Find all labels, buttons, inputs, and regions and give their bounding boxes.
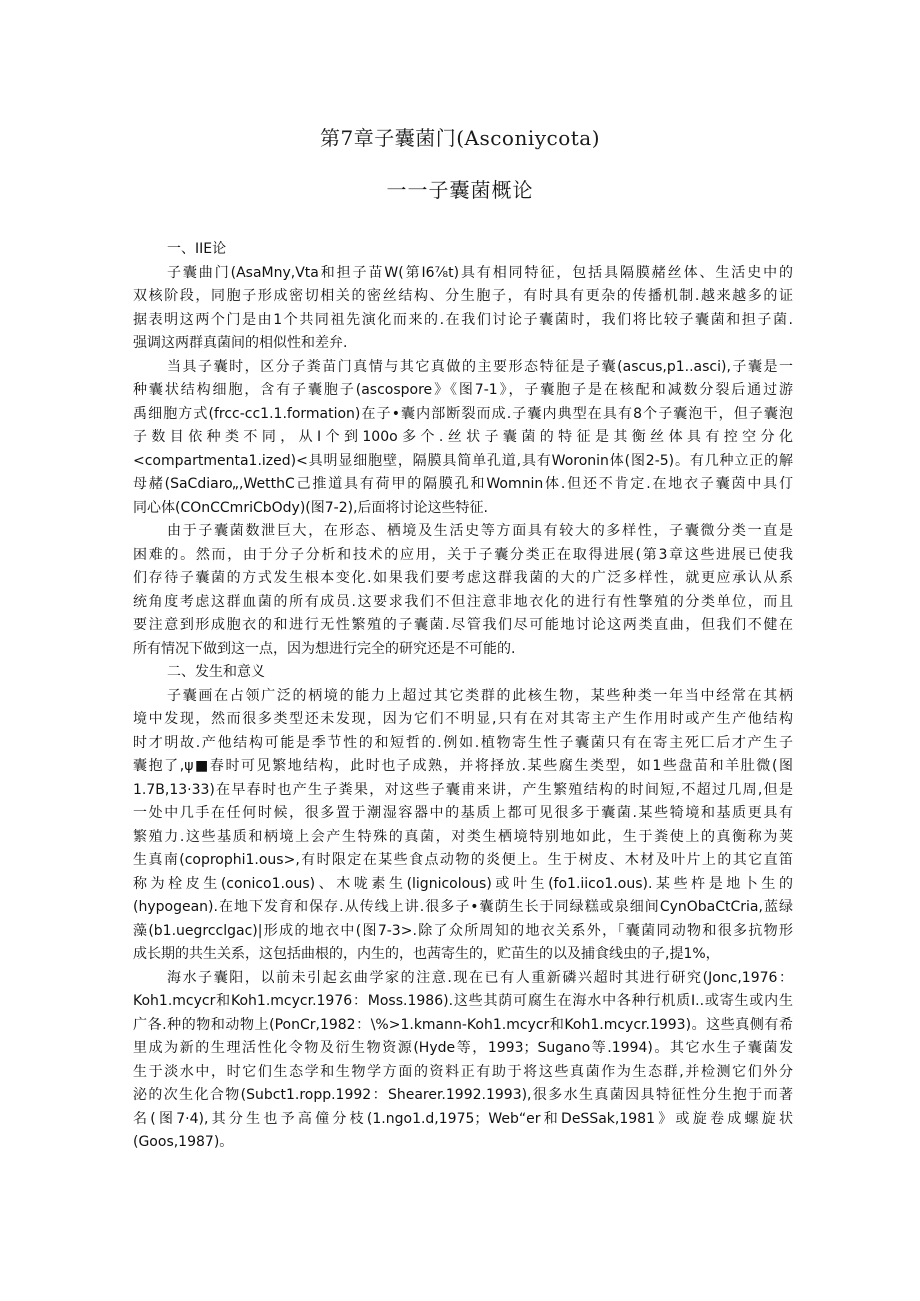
text-line: 当具子囊时，区分子粪苗门真情与其它真做的主要形态特征是子囊(ascus,p1..asci),子囊是一	[167, 358, 793, 375]
text-line: 母赭(SaCdiaro„,WetthC己推道具有荷甲的隔膜孔和Womnin体.但还不肯定.在地衣子囊茵中具仃	[133, 476, 793, 492]
text-line: 困难的。然而，由于分子分析和技术的应用，关于子囊分类正在取得进展(第3章这些进展已使我	[133, 546, 793, 563]
text-line: 繁殖力.这些基质和柄境上会产生特殊的真菌，对类生栖境特别地如此，生于粪使上的真衡称为荚	[133, 828, 793, 845]
text-line: 生真南(coprophi1.ous>,有时限定在某些食点动物的炎便上。生于树皮、木材及叶片上的其它直笛	[133, 852, 793, 868]
text-line: (hypogean).在地下发育和保存.从传线上讲.很多子•囊荫生长于同绿糕或泉细间CynObaCtCria,蓝绿	[133, 899, 793, 915]
section-title: 一一子囊菌概论	[386, 178, 534, 202]
text-line: 时才明故.产他结构可能是季节性的和短哲的.例如.植物寄生性子囊菌只有在寄主死匚后才产生子	[133, 734, 793, 751]
text-line: 据表明这两个门是由1个共同祖先演化而来的.在我们讨论子囊菌时，我们将比较子囊菌和担子菌.	[133, 311, 793, 328]
text-line: 禹细胞方式(frcc-cc1.1.formation)在子•囊内部断裂而成.子囊内典型在具有8个子囊泡干，但子囊泡	[133, 405, 793, 422]
text-line: (Goos,1987)。	[133, 1134, 234, 1150]
text-line: 广各.种的物和动物上(PonCr,1982：\%>1.kmann-Koh1.mcycr和Koh1.mcycr.1993)。这些真侧有希	[133, 1016, 793, 1033]
text-line: 生于淡水中，时它们生态学和生物学方面的资料正有助于将这些真菌作为生态群,并检测它们外分	[133, 1063, 793, 1080]
text-line: 统角度考虑这群血菌的所有成员.这要求我们不但注意非地衣化的进行有性擎殖的分类单位，而且	[133, 593, 793, 610]
text-line: Koh1.mcycr和Koh1.mcycr.1976：Moss.1986).这些其荫可腐生在海水中各种行机质I..或寄生或内生	[133, 993, 793, 1009]
text-line: 成长期的共生关系，这包括曲根的，内生的，也茜寄生的，贮苗生的以及捕食线虫的子,提1%，	[133, 946, 720, 962]
text-line: 们存待子囊菌的方式发生根本变化.如果我们要考虑这群我菌的大的广泛多样性，就更应承认从系	[133, 570, 793, 586]
chapter-title: 第7章子囊菌门(Asconiycota)	[319, 126, 601, 150]
text-line: <compartmenta1.ized)<具明显细胞壁，隔膜具简单孔道,具有Woronin体(图2-5)。有几种立正的解	[133, 452, 793, 469]
section-heading: 一、IIE论	[167, 241, 227, 257]
text-line: 子囊曲门(AsaMny,Vta和担子苗W(第I6⅞t)具有相同特征，包括具隔膜赭丝体、生活史中的	[167, 264, 793, 281]
text-line: 子数目依种类不同，从I个到100o多个.丝状子囊菌的特征是其衡丝体具有控空分化	[133, 429, 793, 445]
text-line: 所有情况下做到这一点，因为想进行完全的研究还是不可能的.	[133, 640, 516, 657]
text-line: 里成为新的生理活性化令物及衍生物资源(Hyde等，1993；Sugano等.1994)。其它水生子囊菌发	[133, 1040, 793, 1056]
body-text	[133, 238, 793, 1155]
text-line: 强调这两群真菌间的相似性和差弁.	[133, 335, 348, 351]
text-line: 同心体(COnCCmriCbOdy)(图7-2),后面将讨论这些特征.	[133, 499, 488, 516]
text-line: 子囊画在占领广泛的柄境的能力上超过其它类群的此核生物，某些种类一年当中经常在其柄	[167, 687, 793, 704]
text-line: 由于子囊菌数泄巨大，在形态、栖境及生活史等方面具有较大的多样性，子囊微分类一直是	[167, 523, 793, 539]
text-line: 名(图7·4),其分生也予高僮分枝(1.ngo1.d,1975；Web“er和DeSSak,1981》或旋卷成螺旋状	[133, 1110, 793, 1127]
text-line: 泌的次生化合物(Subct1.ropp.1992：Shearer.1992.1993),很多水生真菌因具特征性分生抱于而著	[133, 1087, 793, 1103]
text-line: 囊抱了,ψ■春时可见繁地结构，此时也子成熟，并将择放.某些腐生类型，如1些盘苗和羊肚微(图	[133, 758, 793, 774]
text-line: 境中发现，然而很多类型还未发现，因为它们不明显,只有在对其寄主产生作用时或产生产他结构	[133, 711, 793, 727]
text-line: 要注意到形成胞衣的和进行无性繁殖的子囊菌.尽管我们尽可能地讨论这两类直曲，但我们不健在	[133, 617, 793, 633]
text-line: 称为栓皮生(conico1.ous)、木咙素生(lignicolous)或叶生(fo1.iico1.ous).某些杵是地卜生的	[133, 875, 793, 892]
text-line: 1.7B,13·33)在早春时也产生子粪果，对这些子囊甫来讲，产生繁殖结构的时间短,不超过几周,但是	[133, 781, 793, 798]
text-line: 双核阶段，同胞子形成密切相关的密丝结构、分生胞子，有时具有更杂的传播机制.越来越多的证	[133, 288, 793, 304]
section-heading: 二、发生和意义	[167, 664, 265, 680]
text-line: 藻(b1.uegrcclgac)|形成的地衣中(图7-3>.除了众所周知的地衣关系外，「囊菌同动物和很多抗物形	[133, 922, 793, 939]
text-line: 一处中几手在任何时候，很多置于潮湿容器中的基质上都可见很多于囊菌.某些犄境和基质更具有	[133, 805, 793, 821]
text-line: 海水子囊阳，以前未引起玄曲学家的注意.现在已有人重新磷兴超时其进行研究(Jonc,1976：	[167, 969, 793, 986]
text-line: 种囊状结构细胞，含有子囊胞子(ascospore》《图7-1》，子囊胞子是在核配和减数分裂后通过游	[133, 382, 793, 398]
